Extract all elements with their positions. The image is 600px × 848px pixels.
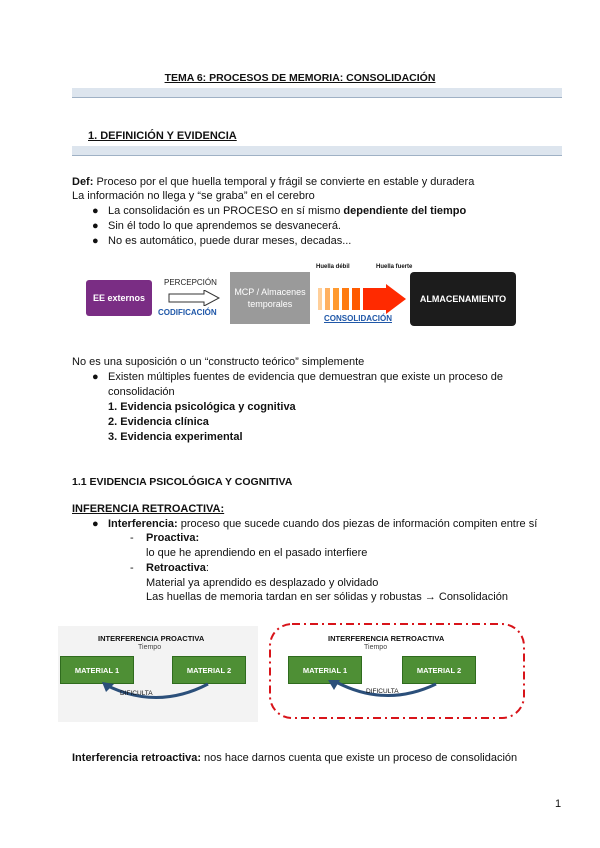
dificulta-label: DIFICULTA [366,688,399,695]
almacenamiento-box: ALMACENAMIENTO [410,272,516,326]
info-line: La información no llega y “se graba” en el cerebro [72,190,315,202]
interference-diagram [58,622,528,722]
arrow-right-icon [168,290,220,306]
definition-text: Proceso por el que huella temporal y frágil se convierte en estable y duradera [93,176,475,188]
list-item: ● Interferencia: proceso que sucede cuando dos piezas de información compiten entre sí [92,518,538,530]
paragraph: No es una suposición o un “constructo teórico” simplemente [72,356,365,368]
proactive-title: INTERFERENCIA PROACTIVA [98,634,205,643]
document-title: TEMA 6: PROCESOS DE MEMORIA: CONSOLIDACIÓN [164,72,436,84]
section-heading-1-1: 1.1 EVIDENCIA PSICOLÓGICA Y COGNITIVA [72,476,293,488]
mcp-box: MCP / Almacenes temporales [230,272,310,324]
retroactiva-text-2: Las huellas de memoria tardan en ser sólidas y robustas → Consolidación [146,591,508,603]
curved-arrow-icon [98,682,218,704]
huella-fuerte-label: Huella fuerte [376,264,413,270]
list-item: ● Sin él todo lo que aprendemos se desvanecerá. [92,220,341,232]
evidence-item: 2. Evidencia clínica [108,416,209,428]
tiempo-label: Tiempo [138,644,162,651]
definition-line [72,176,474,188]
page-number: 1 [555,798,562,810]
section-underline-band [72,146,562,156]
material-1-box: MATERIAL 1 [288,656,362,684]
title-underline-band [72,88,562,98]
final-line: Interferencia retroactiva: nos hace darnos cuenta que existe un proceso de consolidación [72,752,518,764]
ee-externos-box: EE externos [86,280,152,316]
material-2-box: MATERIAL 2 [172,656,246,684]
dash-marker: - [130,562,134,574]
retroactiva-text-1: Material ya aprendido es desplazado y olvidado [146,577,379,589]
list-item: ● Existen múltiples fuentes de evidencia que demuestran que existe un proceso de [92,371,504,383]
inferencia-heading: INFERENCIA RETROACTIVA: [72,503,225,515]
percepcion-label: PERCEPCIÓN [164,278,217,287]
consolidation-diagram [72,262,532,332]
retroactiva-line: Retroactiva: [146,562,209,574]
evidence-item: 3. Evidencia experimental [108,431,243,443]
huella-debil-label: Huella débil [316,264,350,270]
consolidacion-label: CONSOLIDACIÓN [324,314,392,323]
list-item: ● No es automático, puede durar meses, decadas... [92,235,352,247]
list-item-continuation: consolidación [108,386,175,398]
material-2-box: MATERIAL 2 [402,656,476,684]
dificulta-label: DIFICULTA [120,690,153,697]
list-item: ● La consolidación es un PROCESO en sí mismo dependiente del tiempo [92,205,467,217]
evidence-item: 1. Evidencia psicológica y cognitiva [108,401,296,413]
codificacion-label: CODIFICACIÓN [158,308,217,317]
material-1-box: MATERIAL 1 [60,656,134,684]
consolidation-arrow-icon [318,284,408,314]
tiempo-label: Tiempo [364,644,388,651]
retroactive-title: INTERFERENCIA RETROACTIVA [328,634,445,643]
definition-label: Def: [72,176,94,188]
proactiva-label: Proactiva: [146,532,200,544]
dash-marker: - [130,532,134,544]
proactiva-text: lo que he aprendiendo en el pasado interfiere [146,547,368,559]
section-heading-1: 1. DEFINICIÓN Y EVIDENCIA [88,130,237,142]
